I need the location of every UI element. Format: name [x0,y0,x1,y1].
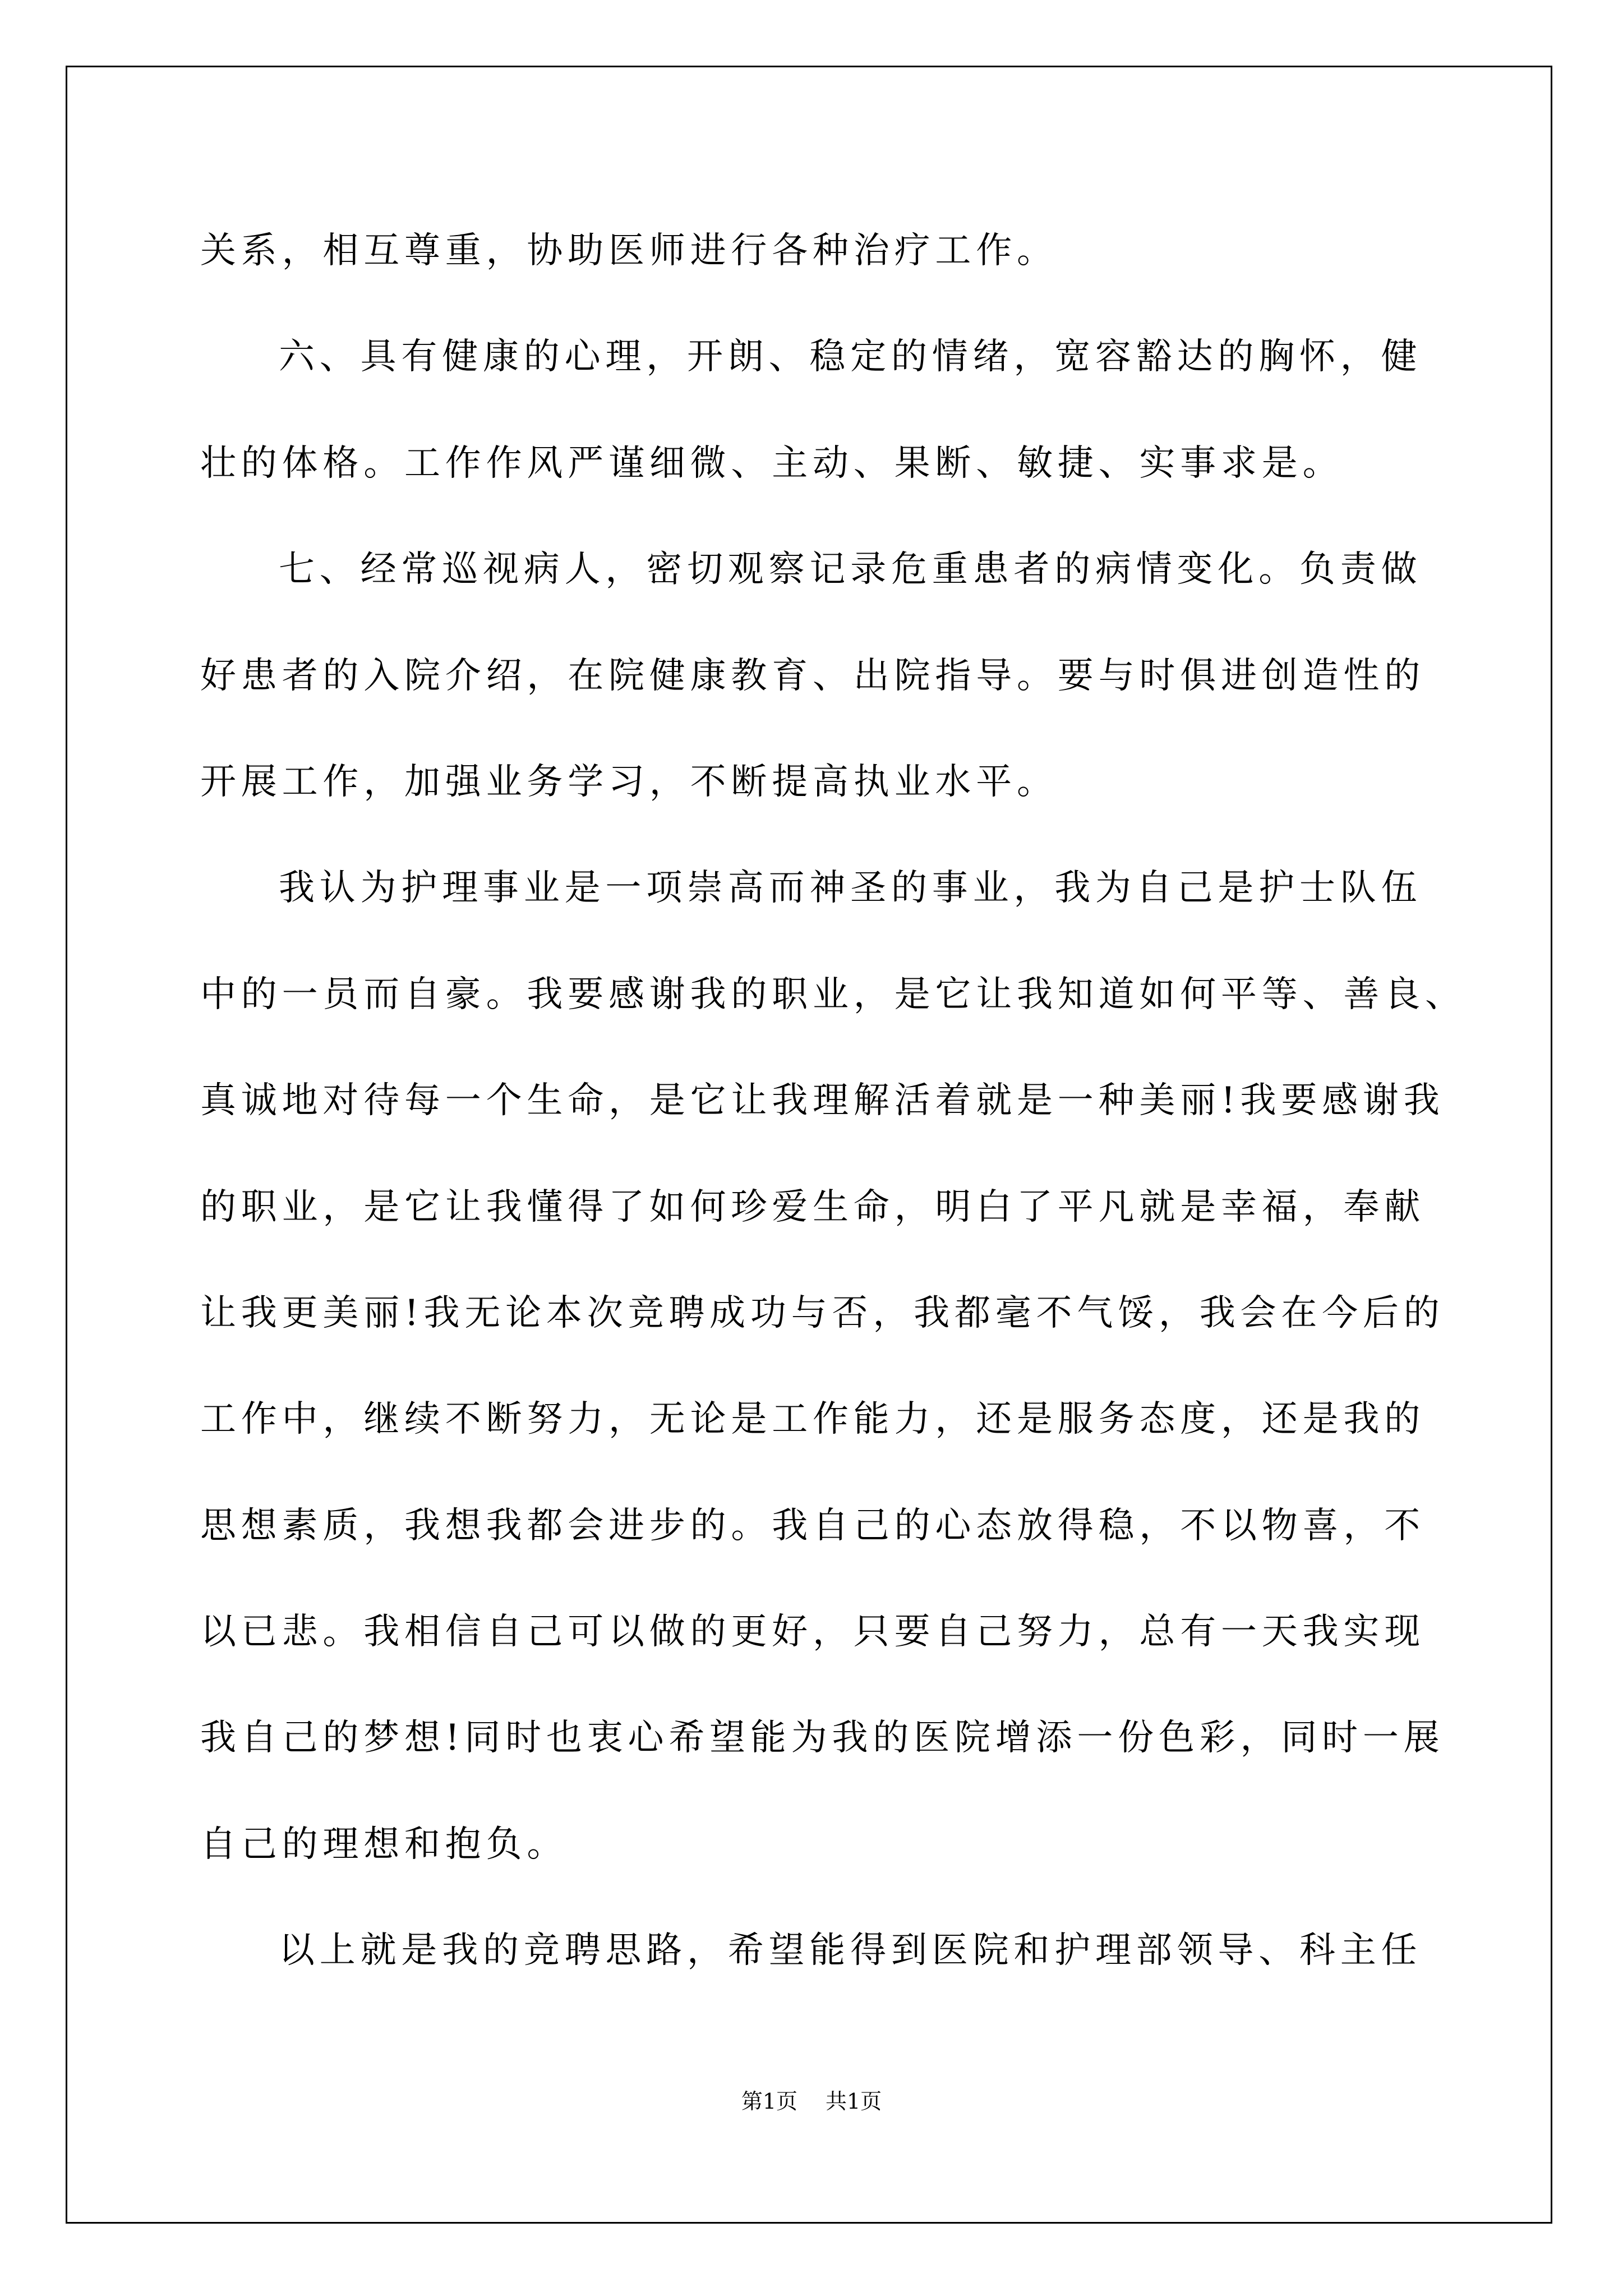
text-line: 真诚地对待每一个生命，是它让我理解活着就是一种美丽!我要感谢我 [200,1080,1445,1122]
text-line: 我自己的梦想!同时也衷心希望能为我的医院增添一份色彩，同时一展 [200,1717,1445,1759]
text-line: 壮的体格。工作作风严谨细微、主动、果断、敏捷、实事求是。 [200,442,1344,484]
text-line: 的职业，是它让我懂得了如何珍爱生命，明白了平凡就是幸福，奉献 [200,1186,1425,1228]
text-line: 让我更美丽!我无论本次竞聘成功与否，我都毫不气馁，我会在今后的 [200,1292,1445,1334]
text-line: 以已悲。我相信自己可以做的更好，只要自己努力，总有一天我实现 [200,1611,1425,1653]
page-footer [0,2085,1623,2118]
text-line: 工作中，继续不断努力，无论是工作能力，还是服务态度，还是我的 [200,1398,1425,1441]
text-line: 好患者的入院介绍，在院健康教育、出院指导。要与时俱进创造性的 [200,655,1425,697]
document-body [200,198,1490,2004]
text-line: 自己的理想和抱负。 [200,1823,568,1865]
text-line: 以上就是我的竞聘思路，希望能得到医院和护理部领导、科主任 [279,1930,1422,1972]
text-line: 六、具有健康的心理，开朗、稳定的情绪，宽容豁达的胸怀，健 [279,336,1422,378]
text-line: 中的一员而自豪。我要感谢我的职业，是它让我知道如何平等、善良、 [200,973,1466,1015]
page-number: 第1页 [741,2089,797,2114]
text-line: 七、经常巡视病人，密切观察记录危重患者的病情变化。负责做 [279,549,1422,591]
text-line: 思想素质，我想我都会进步的。我自己的心态放得稳，不以物喜，不 [200,1504,1425,1547]
page-total: 共1页 [826,2089,882,2114]
text-line: 开展工作，加强业务学习，不断提高执业水平。 [200,761,1058,803]
text-line: 我认为护理事业是一项崇高而神圣的事业，我为自己是护士队伍 [279,867,1422,909]
text-line: 关系，相互尊重，协助医师进行各种治疗工作。 [200,230,1058,272]
